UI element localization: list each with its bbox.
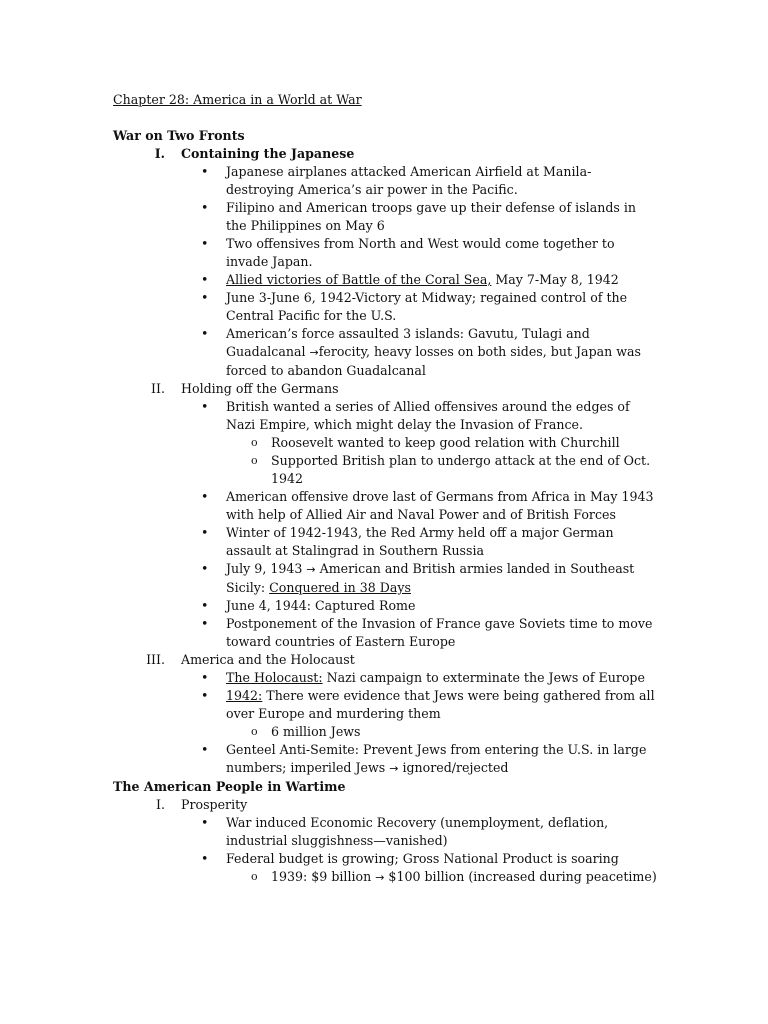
bullet-icon: •: [201, 525, 209, 540]
subsection-label: Prosperity: [181, 797, 248, 812]
bullet-item: [113, 289, 658, 325]
arrow-icon: →: [375, 871, 385, 884]
bullet-item: [113, 687, 658, 723]
bullet-item: [113, 669, 658, 687]
text-segment: Allied victories of Battle of the Coral Sea,: [226, 272, 492, 287]
text-segment: War induced Economic Recovery (unemployment, deflation, industrial sluggishness—vanished): [226, 815, 609, 848]
subsection-label: Holding off the Germans: [181, 381, 339, 396]
bullet-icon: •: [201, 815, 209, 830]
arrow-icon: →: [309, 346, 319, 359]
text-segment: June 4, 1944: Captured Rome: [226, 598, 416, 613]
roman-numeral: II.: [151, 381, 165, 396]
text-segment: Winter of 1942-1943, the Red Army held off a major German assault at Stalingrad in Southern Russia: [226, 525, 614, 558]
bullet-icon: •: [201, 489, 209, 504]
subsection-label: Containing the Japanese: [181, 146, 355, 161]
bullet-icon: •: [201, 236, 209, 251]
roman-numeral: III.: [146, 652, 165, 667]
text-segment: Conquered in 38 Days: [269, 580, 411, 595]
bullet-icon: •: [201, 399, 209, 414]
text-segment: Genteel Anti-Semite: Prevent Jews from entering the U.S. in large numbers; imperiled Jews: [226, 742, 647, 775]
bullet-item: [113, 325, 658, 380]
text-segment: Two offensives from North and West would come together to invade Japan.: [226, 236, 615, 269]
text-segment: British wanted a series of Allied offensives around the edges of Nazi Empire, which might delay the Invasion of France.: [226, 399, 630, 432]
subsection-heading: [113, 651, 658, 669]
text-segment: May 7-May 8, 1942: [491, 272, 619, 287]
sub-bullet-item: [113, 452, 658, 488]
text-segment: Postponement of the Invasion of France gave Soviets time to move toward countries of Eastern Europe: [226, 616, 653, 649]
text-segment: ignored/rejected: [398, 760, 509, 775]
arrow-icon: →: [389, 762, 399, 775]
bullet-item: [113, 741, 658, 778]
sub-bullet-item: [113, 868, 658, 887]
section-heading: War on Two Fronts: [113, 128, 245, 143]
text-segment: There were evidence that Jews were being gathered from all over Europe and murdering them: [226, 688, 655, 721]
bullet-item: [113, 163, 658, 199]
roman-numeral: I.: [154, 146, 165, 161]
text-segment: Japanese airplanes attacked American Airfield at Manila- destroying America’s air power in the Pacific.: [226, 164, 592, 197]
text-segment: July 9, 1943: [226, 561, 307, 576]
bullet-item: [113, 271, 658, 289]
text-segment: Federal budget is growing; Gross National Product is soaring: [226, 851, 619, 866]
bullet-icon: •: [201, 561, 209, 576]
bullet-icon: •: [201, 616, 209, 631]
roman-numeral: I.: [156, 797, 165, 812]
chapter-title: Chapter 28: America in a World at War: [113, 92, 362, 107]
outline: [113, 127, 658, 887]
arrow-icon: →: [306, 563, 316, 576]
bullet-item: [113, 398, 658, 434]
bullet-icon: •: [201, 164, 209, 179]
circle-bullet-icon: o: [251, 436, 258, 449]
bullet-item: [113, 199, 658, 235]
bullet-icon: •: [201, 326, 209, 341]
bullet-icon: •: [201, 598, 209, 613]
subsection-heading: [113, 145, 658, 163]
bullet-icon: •: [201, 290, 209, 305]
bullet-icon: •: [201, 851, 209, 866]
text-segment: 1942:: [226, 688, 263, 703]
bullet-item: [113, 850, 658, 868]
bullet-item: [113, 615, 658, 651]
bullet-item: [113, 235, 658, 271]
bullet-icon: •: [201, 742, 209, 757]
sub-bullet-item: [113, 434, 658, 452]
text-segment: Filipino and American troops gave up their defense of islands in the Philippines on May 6: [226, 200, 636, 233]
text-segment: American and British armies landed in Southeast Sicily:: [226, 561, 635, 595]
circle-bullet-icon: o: [251, 725, 258, 738]
text-segment: ferocity, heavy losses on both sides, but Japan was forced to abandon Guadalcanal: [226, 344, 642, 378]
text-segment: $100 billion (increased during peacetime): [384, 869, 657, 884]
circle-bullet-icon: o: [251, 454, 258, 467]
bullet-icon: •: [201, 272, 209, 287]
text-segment: June 3-June 6, 1942-Victory at Midway; regained control of the Central Pacific for the U.S.: [226, 290, 628, 323]
circle-bullet-icon: o: [251, 870, 258, 883]
document-body: [113, 91, 658, 887]
bullet-icon: •: [201, 670, 209, 685]
bullet-item: [113, 488, 658, 524]
sub-bullet-item: [113, 723, 658, 741]
subsection-label: America and the Holocaust: [181, 652, 355, 667]
text-segment: Roosevelt wanted to keep good relation with Churchill: [271, 435, 620, 450]
subsection-heading: [113, 380, 658, 398]
text-segment: 6 million Jews: [271, 724, 361, 739]
bullet-item: [113, 560, 658, 597]
bullet-icon: •: [201, 200, 209, 215]
bullet-item: [113, 524, 658, 560]
section-heading: The American People in Wartime: [113, 779, 346, 794]
text-segment: The Holocaust:: [226, 670, 323, 685]
text-segment: American offensive drove last of Germans from Africa in May 1943 with help of Allied Air and Naval Power and of British Forces: [226, 489, 654, 522]
bullet-item: [113, 814, 658, 850]
bullet-item: [113, 597, 658, 615]
bullet-icon: •: [201, 688, 209, 703]
subsection-heading: [113, 796, 658, 814]
text-segment: 1939: $9 billion: [271, 869, 376, 884]
text-segment: Supported British plan to undergo attack at the end of Oct. 1942: [271, 453, 651, 486]
text-segment: American’s force assaulted 3 islands: Gavutu, Tulagi and Guadalcanal: [226, 326, 590, 359]
text-segment: Nazi campaign to exterminate the Jews of Europe: [322, 670, 645, 685]
